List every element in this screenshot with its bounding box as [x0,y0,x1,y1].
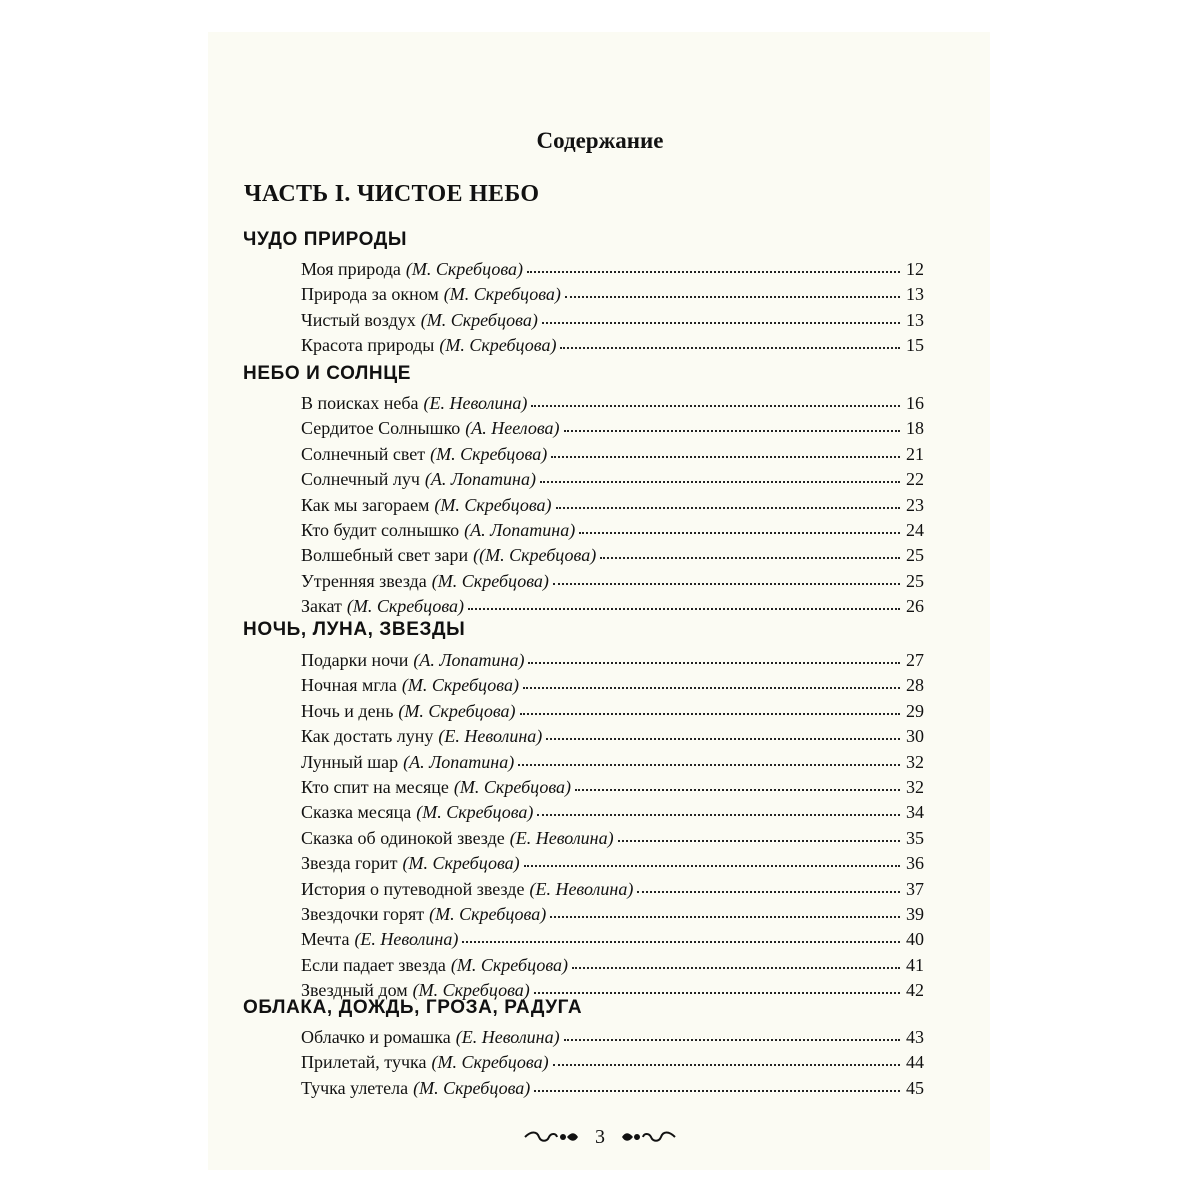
page-number: 3 [595,1125,605,1148]
entry-author: (М. Скребцова) [401,675,519,695]
entry-page-number: 43 [906,1027,924,1047]
entry-author: (А. Лопатина) [413,650,525,670]
entry-title: Кто будит солнышко [301,520,460,540]
toc-entry [301,752,924,777]
left-flourish-icon [523,1129,581,1145]
dot-leader [575,788,900,791]
toc-entry [301,929,924,954]
entry-title: Сердитое Солнышко [301,418,461,438]
entry-author: (М. Скребцова) [405,259,524,279]
dot-leader [518,763,900,766]
entry-author: (М. Скребцова) [430,444,548,464]
dot-leader [579,531,900,534]
entry-author: (М. Скребцова) [398,701,516,721]
toc-entry [301,828,924,853]
toc-entry [301,310,924,335]
entry-page-number: 27 [906,650,924,670]
dot-leader [551,455,900,458]
dot-leader [523,686,900,689]
entry-title: Кто спит на месяце [301,777,449,797]
entry-page-number: 44 [906,1052,924,1072]
entry-title: В поисках неба [301,393,419,413]
entry-title: Волшебный свет зари [301,545,469,565]
entry-title: Сказка об одинокой звезде [301,828,505,848]
entry-page-number: 24 [906,520,924,540]
entry-author: (М. Скребцова) [413,1078,531,1098]
toc-entry [301,726,924,751]
dot-leader [553,582,900,585]
right-flourish-icon [619,1129,677,1145]
dot-leader [520,712,900,715]
toc-entry [301,1052,924,1077]
toc-entry [301,469,924,494]
dot-leader [534,991,900,994]
entry-page-number: 13 [906,284,924,304]
toc-entry [301,418,924,443]
toc-entry [301,596,924,621]
entry-title: Солнечный луч [301,469,420,489]
section-heading: НОЧЬ, ЛУНА, ЗВЕЗДЫ [243,619,466,640]
dot-leader [534,1089,900,1092]
dot-leader [618,839,900,842]
toc-entry [301,444,924,469]
dot-leader [540,480,900,483]
entry-title: Прилетай, тучка [301,1052,427,1072]
entry-page-number: 29 [906,701,924,721]
page-footer [0,1124,1200,1150]
entry-page-number: 32 [906,777,924,797]
entry-author: (Е. Неволина) [509,828,614,848]
entry-page-number: 35 [906,828,924,848]
entry-author: (М. Скребцова) [429,904,547,924]
entry-title: Как мы загораем [301,495,430,515]
entry-page-number: 25 [906,571,924,591]
entry-title: Ночь и день [301,701,394,721]
toc-entry [301,777,924,802]
toc-entry [301,701,924,726]
entry-author: (М. Скребцова) [431,571,549,591]
dot-leader [565,295,900,298]
dot-leader [572,966,900,969]
entry-title: Мечта [301,929,350,949]
entry-title: Сказка месяца [301,802,412,822]
toc-entry [301,545,924,570]
entry-page-number: 36 [906,853,924,873]
dot-leader [527,270,900,273]
dot-leader [560,346,900,349]
toc-entry [301,879,924,904]
entry-title: Звездный дом [301,980,408,1000]
toc-entry [301,393,924,418]
entry-author: (М. Скребцова) [402,853,520,873]
entry-author: (Е. Неволина) [438,726,543,746]
entry-author: (А. Лопатина) [403,752,515,772]
entry-page-number: 23 [906,495,924,515]
entry-author: (М. Скребцова) [443,284,561,304]
entry-author: ((М. Скребцова) [473,545,597,565]
entry-author: (Е. Неволина) [529,879,634,899]
entry-page-number: 22 [906,469,924,489]
entry-page-number: 39 [906,904,924,924]
dot-leader [542,321,900,324]
toc-entry [301,675,924,700]
entry-title: Облачко и ромашка [301,1027,451,1047]
entry-author: (М. Скребцова) [412,980,530,1000]
entry-author: (Е. Неволина) [455,1027,560,1047]
entry-page-number: 15 [906,335,924,355]
entry-author: (М. Скребцова) [431,1052,549,1072]
entry-title: Красота природы [301,335,435,355]
toc-entry [301,571,924,596]
page-title: Содержание [536,128,664,153]
dot-leader [637,890,900,893]
entry-title: Моя природа [301,259,401,279]
entry-author: (М. Скребцова) [453,777,572,797]
toc-entry [301,1078,924,1103]
entry-page-number: 32 [906,752,924,772]
dot-leader [462,940,900,943]
dot-leader [600,556,900,559]
entry-title: Как достать луну [301,726,434,746]
entry-author: (А. Лопатина) [464,520,576,540]
entry-title: Солнечный свет [301,444,426,464]
entry-page-number: 34 [906,802,924,822]
dot-leader [546,737,900,740]
toc-entry [301,650,924,675]
toc-entry [301,1027,924,1052]
entry-author: (М. Скребцова) [434,495,552,515]
entry-title: Природа за окном [301,284,439,304]
entry-author: (М. Скребцова) [439,335,557,355]
entry-author: (А. Неелова) [465,418,560,438]
section-heading: ЧУДО ПРИРОДЫ [243,229,408,250]
toc-entry [301,802,924,827]
entry-page-number: 45 [906,1078,924,1098]
entry-page-number: 12 [906,259,924,279]
entry-author: (М. Скребцова) [420,310,538,330]
toc-entry [301,495,924,520]
entry-page-number: 28 [906,675,924,695]
entry-page-number: 37 [906,879,924,899]
entry-author: (Е. Неволина) [423,393,528,413]
entry-title: Звезда горит [301,853,398,873]
dot-leader [564,1038,900,1041]
entry-page-number: 26 [906,596,924,616]
entry-title: Ночная мгла [301,675,397,695]
dot-leader [531,404,900,407]
toc-entry [301,335,924,360]
entry-title: Закат [301,596,342,616]
entry-author: (М. Скребцова) [450,955,568,975]
dot-leader [553,1063,900,1066]
entry-title: Тучка улетела [301,1078,409,1098]
toc-entry [301,955,924,980]
dot-leader [550,915,900,918]
entry-author: (М. Скребцова) [416,802,534,822]
entry-title: Чистый воздух [301,310,416,330]
entry-title: Звездочки горят [301,904,425,924]
dot-leader [468,607,900,610]
entry-page-number: 30 [906,726,924,746]
entry-author: (А. Лопатина) [424,469,536,489]
part-title: ЧАСТЬ I. ЧИСТОЕ НЕБО [244,181,540,207]
entry-author: (Е. Неволина) [354,929,459,949]
section-heading: НЕБО И СОЛНЦЕ [243,363,412,384]
entry-title: Подарки ночи [301,650,409,670]
entry-page-number: 18 [906,418,924,438]
entry-page-number: 42 [906,980,924,1000]
entry-author: (М. Скребцова) [346,596,464,616]
toc-entry [301,284,924,309]
section-heading: ОБЛАКА, ДОЖДЬ, ГРОЗА, РАДУГА [243,997,583,1018]
dot-leader [537,813,900,816]
dot-leader [528,661,900,664]
entry-page-number: 25 [906,545,924,565]
dot-leader [556,506,900,509]
toc-entry [301,259,924,284]
toc-entry [301,853,924,878]
entry-title: Утренняя звезда [301,571,427,591]
entry-title: Лунный шар [301,752,399,772]
entry-page-number: 16 [906,393,924,413]
entry-title: История о путеводной звезде [301,879,525,899]
toc-entry [301,520,924,545]
entry-title: Если падает звезда [301,955,446,975]
entry-page-number: 40 [906,929,924,949]
dot-leader [524,864,900,867]
entry-page-number: 21 [906,444,924,464]
entry-page-number: 13 [906,310,924,330]
entry-page-number: 41 [906,955,924,975]
toc-entry [301,904,924,929]
dot-leader [564,429,900,432]
